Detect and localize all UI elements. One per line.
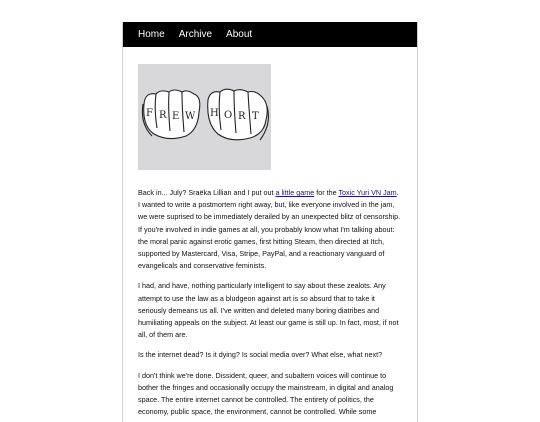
fist-letter-8: T bbox=[252, 111, 259, 122]
fist-letter-1: F bbox=[146, 108, 153, 119]
fist-letter-4: W bbox=[185, 111, 196, 122]
p1-text-c: . I wanted to write a postmortem right away, but, like everyone involved in the jam, we were suprised to be immediately derailed by an unexpected blitz of censorship. If you're involved in indie games at all, you probably know what I'm talking about: the moral panic against erotic games, first hitting Steam, then directed at Itch, supported by Mastercard, Visa, Stripe, PayPal, and a reactionary vanguard of evangelicals and conservative feminists. bbox=[138, 188, 401, 271]
paragraph-4: I don't think we're done. Dissident, queer, and subaltern voices will continue to bother the fringes and occasionally occupy the mainstream, in digital and analog space. The entire internet cannot be controlled. The entirety of politics, the economy, public space, the environment, cannot be controlled. While some bbox=[138, 370, 394, 417]
nav-home-link[interactable]: Home bbox=[138, 29, 165, 40]
paragraph-2: I had, and have, nothing particularly intelligent to say about these zealots. Any attempt to use the law as a bludgeon against art is so absurd that to take it seriously demeans us all. I've written and deleted many boring diatribes and humiliating appeals on the subject. At least our game is still up. In fact, most, if not all, of them are. bbox=[138, 281, 399, 340]
jam-link[interactable]: Toxic Yuri VN Jam bbox=[338, 188, 397, 197]
fist-letter-5: H bbox=[210, 108, 219, 119]
game-link[interactable]: a little game bbox=[275, 188, 315, 197]
p1-text-b: for the bbox=[314, 188, 339, 197]
nav-archive-link[interactable]: Archive bbox=[178, 29, 213, 40]
paragraph-3: Is the internet dead? Is it dying? Is social media over? What else, what next? bbox=[138, 350, 383, 360]
fist-letter-2: R bbox=[159, 110, 167, 121]
nav-about-link[interactable]: About bbox=[226, 29, 253, 40]
article-content bbox=[123, 47, 417, 418]
p1-text-a: Back in... July? Sraëka Lillian and I put out bbox=[138, 188, 276, 197]
spacer bbox=[138, 170, 402, 187]
hero-image-tattooed-fists bbox=[138, 64, 271, 170]
paragraph-1 bbox=[138, 187, 402, 272]
fist-letter-3: E bbox=[172, 111, 180, 122]
page-container bbox=[122, 22, 418, 422]
fist-letter-6: O bbox=[224, 110, 233, 121]
fist-letter-7: R bbox=[238, 111, 246, 122]
top-nav bbox=[123, 22, 417, 47]
